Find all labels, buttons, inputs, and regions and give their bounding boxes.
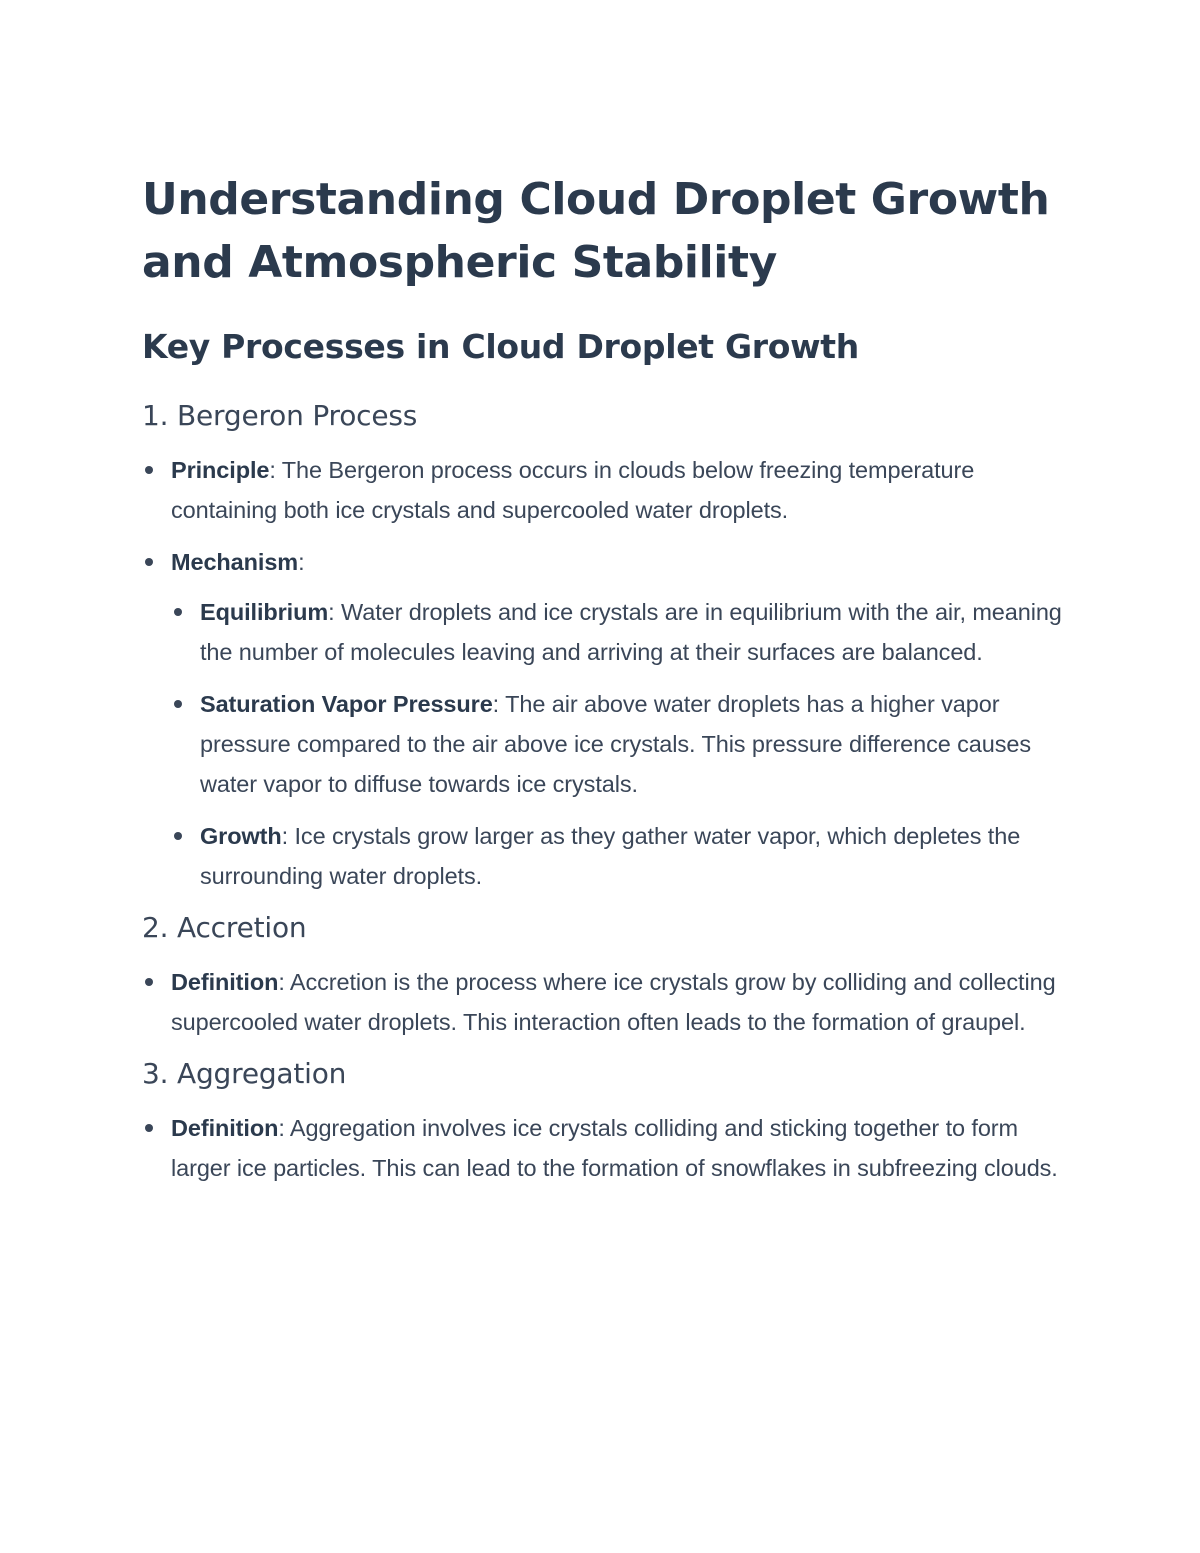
sub-list-item bbox=[171, 684, 1062, 804]
item-term: Definition bbox=[171, 969, 279, 995]
item-text: : Ice crystals grow larger as they gather water vapor, which depletes the surrounding water droplets. bbox=[200, 823, 1021, 889]
process-aggregation bbox=[142, 1054, 1062, 1188]
item-text: : The air above water droplets has a higher vapor pressure compared to the air above ice crystals. This pressure difference causes water vapor to diffuse towards ice crystals. bbox=[200, 691, 1032, 797]
list-item bbox=[142, 542, 1062, 896]
bullet-icon bbox=[145, 1124, 153, 1132]
process-heading: 3. Aggregation bbox=[142, 1057, 347, 1090]
item-text: : Accretion is the process where ice crystals grow by colliding and collecting supercooled water droplets. This interaction often leads to the formation of graupel. bbox=[171, 969, 1056, 1035]
bullet-icon bbox=[145, 466, 153, 474]
sub-list-item bbox=[171, 816, 1062, 896]
bullet-icon bbox=[174, 608, 182, 616]
item-term: Equilibrium bbox=[200, 599, 329, 625]
item-text: : The Bergeron process occurs in clouds below freezing temperature containing both ice crystals and supercooled water droplets. bbox=[171, 457, 975, 523]
sub-list-item bbox=[171, 592, 1062, 672]
bullet-icon bbox=[174, 700, 182, 708]
list-item bbox=[142, 450, 1062, 530]
item-term: Definition bbox=[171, 1115, 279, 1141]
section-heading: Key Processes in Cloud Droplet Growth bbox=[142, 327, 859, 366]
item-text: : bbox=[298, 549, 305, 575]
bullet-icon bbox=[145, 978, 153, 986]
item-term: Mechanism bbox=[171, 549, 299, 575]
item-term: Saturation Vapor Pressure bbox=[200, 691, 493, 717]
document-page bbox=[142, 168, 1062, 1200]
bullet-icon bbox=[174, 832, 182, 840]
process-bergeron bbox=[142, 396, 1062, 896]
bullet-list bbox=[142, 1108, 1062, 1188]
sub-bullet-list bbox=[171, 592, 1062, 896]
document-title: Understanding Cloud Droplet Growth and Atmospheric Stability bbox=[142, 174, 1050, 288]
process-heading: 1. Bergeron Process bbox=[142, 399, 418, 432]
process-accretion bbox=[142, 908, 1062, 1042]
item-text: : Water droplets and ice crystals are in equilibrium with the air, meaning the number of molecules leaving and arriving at their surfaces are balanced. bbox=[200, 599, 1062, 665]
list-item bbox=[142, 962, 1062, 1042]
bullet-list bbox=[142, 962, 1062, 1042]
list-item bbox=[142, 1108, 1062, 1188]
process-heading: 2. Accretion bbox=[142, 911, 307, 944]
bullet-list bbox=[142, 450, 1062, 896]
bullet-icon bbox=[145, 558, 153, 566]
item-text: : Aggregation involves ice crystals colliding and sticking together to form larger ice particles. This can lead to the formation of snowflakes in subfreezing clouds. bbox=[171, 1115, 1058, 1181]
item-term: Principle bbox=[171, 457, 270, 483]
item-term: Growth bbox=[200, 823, 282, 849]
